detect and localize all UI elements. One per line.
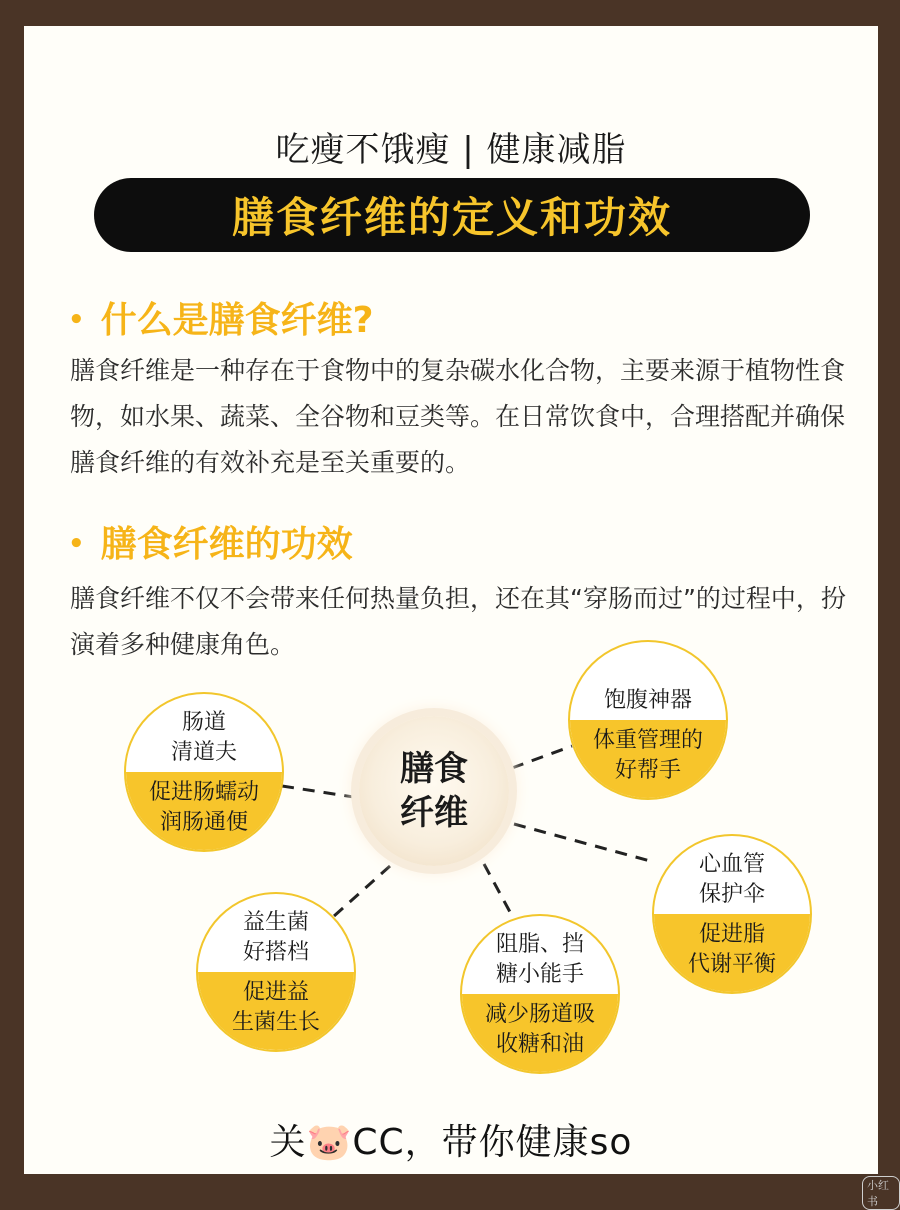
bubble-benefit: 减少肠道吸 收糖和油 xyxy=(462,994,618,1072)
bubble-role: 心血管 保护伞 xyxy=(698,852,765,907)
section-heading-text: 什么是膳食纤维? xyxy=(100,300,374,341)
center-label-line2: 纤维 xyxy=(400,793,468,833)
benefit-bubble-fat-sugar xyxy=(460,914,620,1074)
connector-line xyxy=(514,824,654,862)
connector-line xyxy=(484,864,510,912)
bullet-dot: • xyxy=(68,529,85,559)
bubble-benefit: 体重管理的 好帮手 xyxy=(570,720,726,798)
content-card xyxy=(24,26,878,1174)
bubble-benefit: 促进脂 代谢平衡 xyxy=(654,914,810,992)
benefit-bubble-probiotic xyxy=(196,892,356,1052)
bubble-role: 益生菌 好搭档 xyxy=(242,910,309,965)
benefit-bubble-intestine xyxy=(124,692,284,852)
connector-lines xyxy=(24,26,878,1174)
bubble-role: 肠道 清道夫 xyxy=(170,710,237,765)
bullet-dot: • xyxy=(68,305,85,335)
bubble-role: 饱腹神器 xyxy=(603,688,692,713)
section-heading-text: 膳食纤维的功效 xyxy=(100,524,353,565)
benefit-bubble-cardio xyxy=(652,834,812,994)
bubble-role: 阻脂、挡 糖小能手 xyxy=(495,932,584,987)
page-subtitle: 吃瘦不饿瘦 | 健康减脂 xyxy=(275,130,627,170)
definition-paragraph: 膳食纤维是一种存在于食物中的复杂碳水化合物，主要来源于植物性食物，如水果、蔬菜、全谷物和豆类等。在日常饮食中，合理搭配并确保膳食纤维的有效补充是至关重要的。 xyxy=(70,356,846,477)
benefit-bubble-satiety xyxy=(568,640,728,800)
bubble-benefit: 促进肠蠕动 润肠通便 xyxy=(126,772,282,850)
bubble-benefit: 促进益 生菌生长 xyxy=(198,972,354,1050)
center-fiber-circle xyxy=(359,716,509,866)
connector-line xyxy=(282,786,360,798)
footer-slogan: 关🐷CC，带你健康so xyxy=(269,1122,633,1163)
center-label-line1: 膳食 xyxy=(400,749,468,789)
benefits-paragraph: 膳食纤维不仅不会带来任何热量负担，还在其“穿肠而过”的过程中，扮演着多种健康角色。 xyxy=(70,584,846,659)
connector-line xyxy=(512,746,572,768)
platform-watermark: 小红书 xyxy=(862,1176,900,1210)
page-title: 膳食纤维的定义和功效 xyxy=(231,193,672,242)
